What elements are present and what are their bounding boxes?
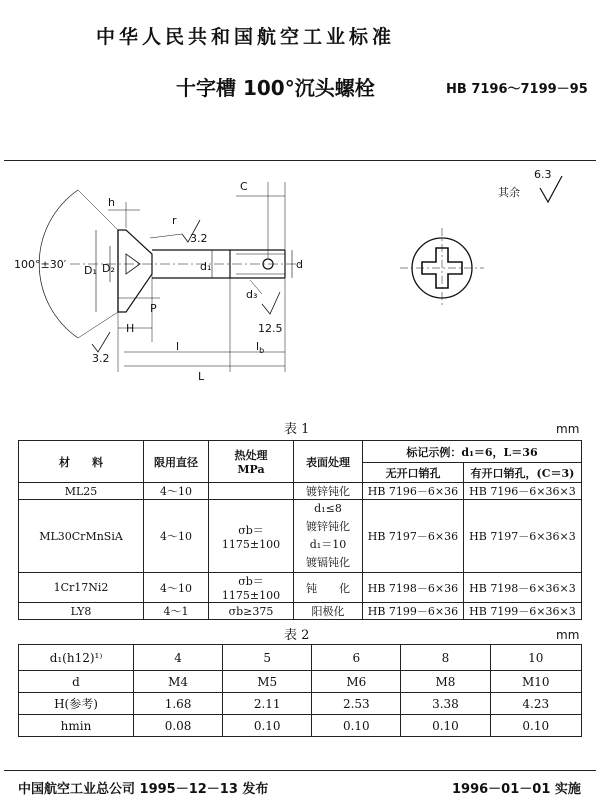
roughness-top-value: 3.2 [190,232,208,245]
table-row [19,693,582,715]
table1-unit: mm [556,422,580,436]
surface-line: 镀锌钝化 [306,520,350,533]
label-p: P [150,302,157,315]
table1-header-heat: 热处理 MPa [209,441,294,483]
label-d2-head: D₂ [102,262,115,275]
surface-cell: 镀锌钝化 [294,483,363,500]
table-row [19,715,582,737]
table2-value-cell: 0.10 [490,715,582,737]
heat-cell: σb＝1175±100 [209,500,294,573]
table2-value-cell: M8 [401,671,490,693]
table2-value-cell: M4 [134,671,223,693]
roughness-mid-value: 12.5 [258,322,283,335]
diameter-cell: 4～1 [144,603,209,620]
with-pin-cell: HB 7199－6×36×3 [463,603,581,620]
label-d1-shank: d₁ [200,260,212,273]
label-d: d [296,258,303,271]
table2-value-cell: 0.10 [312,715,401,737]
table2-value-cell: M10 [490,671,582,693]
no-pin-cell: HB 7199－6×36 [363,603,464,620]
heat-cell: σb＝1175±100 [209,573,294,603]
table-row [19,483,582,500]
bolt-head-top-view [400,228,484,308]
surface-cell: 阳极化 [294,603,363,620]
rest-roughness-value: 6.3 [534,168,552,181]
table-row [19,573,582,603]
table2-unit: mm [556,628,580,642]
no-pin-cell: HB 7196－6×36 [363,483,464,500]
table1-header-material: 材 料 [19,441,144,483]
label-c: C [240,180,248,193]
surface-line: 镀镉钝化 [306,556,350,569]
organization-title: 中华人民共和国航空工业标准 [96,26,396,48]
table2-value-cell: 4.23 [490,693,582,715]
material-cell: 1Cr17Ni2 [19,573,144,603]
table2-value-cell: 2.11 [223,693,312,715]
table1 [18,440,582,620]
table-row [19,500,582,573]
table1-caption: 表 1 [284,422,310,437]
table2-label-cell: d [19,671,134,693]
table2-value-cell: 10 [490,645,582,671]
angle-label: 100°±30′ [14,258,67,271]
label-lb: $l_b$ [256,340,265,355]
label-r: r [172,214,177,227]
material-cell: ML30CrMnSiA [19,500,144,573]
heat-cell: σb≥375 [209,603,294,620]
table-row [19,603,582,620]
table2-value-cell: 8 [401,645,490,671]
table1-header-no-pin: 无开口销孔 [363,463,464,483]
bolt-head-outline [118,230,152,312]
material-cell: ML25 [19,483,144,500]
table2-label-cell: d₁(h12)¹⁾ [19,645,134,671]
bottom-rule [4,770,596,771]
table-row [19,645,582,671]
table2-value-cell: 0.10 [223,715,312,737]
surface-line: d₁＝10 [309,538,347,551]
diameter-cell: 4～10 [144,500,209,573]
table2-value-cell: M6 [312,671,401,693]
label-h-ref: H [126,322,135,335]
surface-cell [294,500,363,573]
with-pin-cell: HB 7197－6×36×3 [463,500,581,573]
material-cell: LY8 [19,603,144,620]
issue-date: 中国航空工业总公司 1995－12－13 发布 [18,782,269,797]
effective-date: 1996－01－01 实施 [452,782,581,797]
no-pin-cell: HB 7198－6×36 [363,573,464,603]
table2-value-cell: 2.53 [312,693,401,715]
table1-header-with-pin: 有开口销孔，(C＝3) [463,463,581,483]
with-pin-cell: HB 7196－6×36×3 [463,483,581,500]
table1-header-diameter: 限用直径 [144,441,209,483]
table2-value-cell: 1.68 [134,693,223,715]
label-d3: d₃ [246,288,258,301]
table2-value-cell: 0.08 [134,715,223,737]
roughness-side-value: 3.2 [92,352,110,365]
standard-title: 十字槽 100°沉头螺栓 [176,76,375,100]
table2-value-cell: 3.38 [401,693,490,715]
table2-value-cell: 0.10 [401,715,490,737]
rest-label: 其余 [498,186,520,199]
label-d1-head: D₁ [84,264,97,277]
diameter-cell: 4～10 [144,483,209,500]
label-h: h [108,196,115,209]
table2-value-cell: 5 [223,645,312,671]
bolt-technical-drawing [0,162,600,422]
table2-value-cell: M5 [223,671,312,693]
table1-header-surface: 表面处理 [294,441,363,483]
table-row [19,671,582,693]
table2-label-cell: hmin [19,715,134,737]
table2-value-cell: 6 [312,645,401,671]
surface-cell: 钝 化 [294,573,363,603]
diameter-cell: 4～10 [144,573,209,603]
table1-header-example: 标记示例：d₁＝6，L＝36 [363,441,582,463]
rest-roughness [498,168,562,202]
with-pin-cell: HB 7198－6×36×3 [463,573,581,603]
surface-line: d₁≤8 [314,502,342,515]
table2-caption: 表 2 [284,628,310,643]
bolt-side-view [39,182,300,372]
no-pin-cell: HB 7197－6×36 [363,500,464,573]
table2 [18,644,582,737]
standard-code: HB 7196～7199－95 [446,82,588,97]
top-rule [4,160,596,161]
label-l: l [176,340,180,353]
table2-value-cell: 4 [134,645,223,671]
table2-label-cell: H(参考) [19,693,134,715]
label-L: L [198,370,205,383]
heat-cell [209,483,294,500]
